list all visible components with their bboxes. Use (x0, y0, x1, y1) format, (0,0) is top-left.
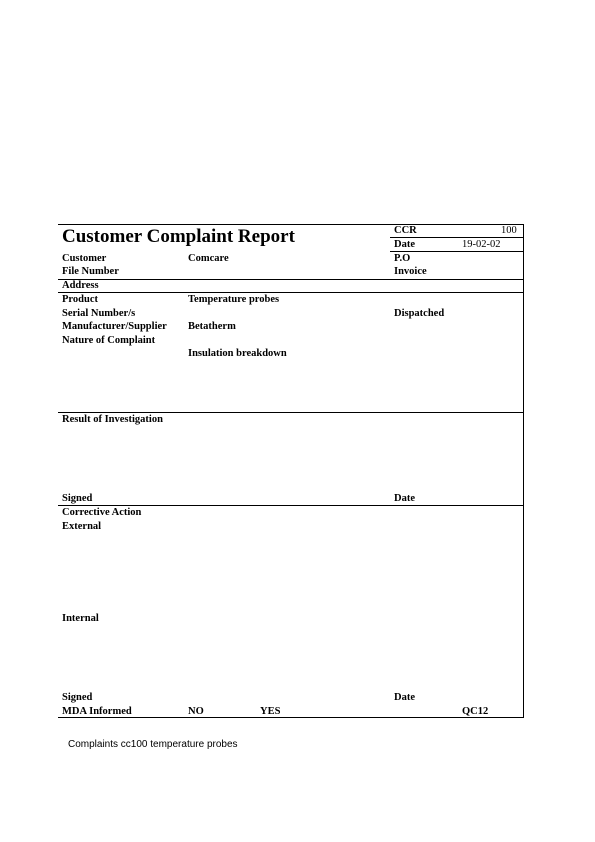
ccr-divider (390, 237, 524, 238)
footer-text: Complaints cc100 temperature probes (68, 739, 238, 750)
customer-value: Comcare (188, 253, 229, 264)
mda-yes-option: YES (260, 706, 281, 717)
serial-label: Serial Number/s (62, 308, 136, 319)
address-label: Address (62, 280, 99, 291)
mda-no-option: NO (188, 706, 204, 717)
manufacturer-label: Manufacturer/Supplier (62, 321, 167, 332)
nature-label: Nature of Complaint (62, 335, 156, 346)
header-divider (390, 251, 524, 252)
nature-value: Insulation breakdown (188, 348, 287, 359)
right-border (523, 224, 524, 718)
internal-label: Internal (62, 613, 99, 624)
top-border (58, 224, 524, 225)
address-bottom-line (58, 292, 524, 293)
signed-label-2: Signed (62, 692, 93, 703)
product-label: Product (62, 294, 98, 305)
date-value: 19-02-02 (462, 239, 501, 250)
form-code: QC12 (462, 706, 489, 717)
product-value: Temperature probes (188, 294, 280, 305)
corrective-label: Corrective Action (62, 507, 142, 518)
date-label: Date (394, 239, 415, 250)
corrective-divider (58, 505, 524, 506)
dispatched-label: Dispatched (394, 308, 445, 319)
signed-label-1: Signed (62, 493, 93, 504)
po-label: P.O (394, 253, 411, 264)
complaint-form (58, 224, 524, 718)
ccr-label: CCR (394, 225, 417, 236)
invoice-label: Invoice (394, 266, 427, 277)
investigation-label: Result of Investigation (62, 414, 163, 425)
mda-label: MDA Informed (62, 706, 132, 717)
date-label-2: Date (394, 493, 415, 504)
manufacturer-value: Betatherm (188, 321, 236, 332)
file-number-label: File Number (62, 266, 119, 277)
address-top-line (58, 279, 524, 280)
investigation-divider (58, 412, 524, 413)
customer-label: Customer (62, 253, 107, 264)
ccr-value: 100 (501, 225, 517, 236)
external-label: External (62, 521, 102, 532)
report-title: Customer Complaint Report (62, 226, 295, 247)
date-label-3: Date (394, 692, 415, 703)
